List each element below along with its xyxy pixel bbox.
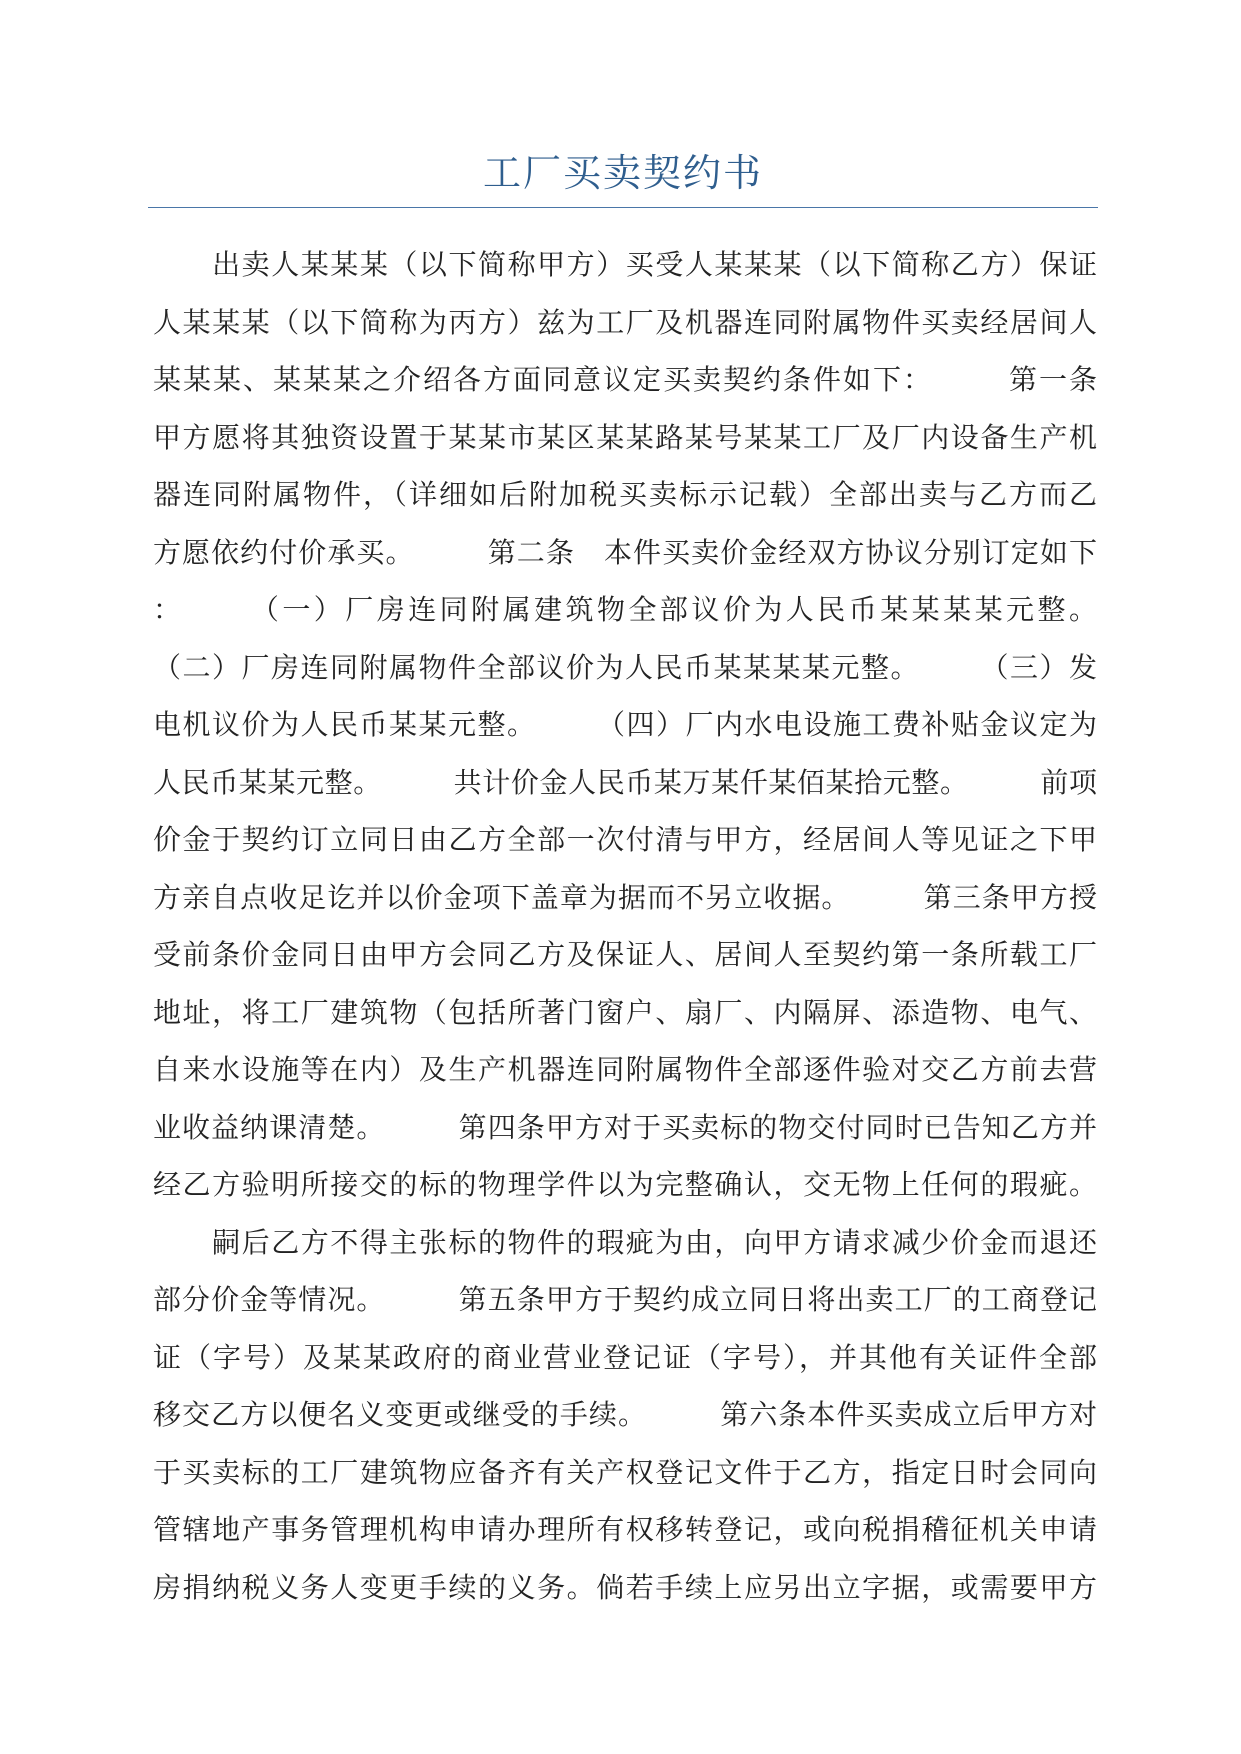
body-line: 甲方愿将其独资设置于某某市某区某某路某号某某工厂及厂内设备生产机: [153, 420, 1097, 454]
body-line: 价金于契约订立同日由乙方全部一次付清与甲方，经居间人等见证之下甲: [153, 823, 1097, 856]
body-line: ： （一）厂房连同附属建筑物全部议价为人民币某某某某元整。: [153, 593, 1097, 626]
body-line: 管辖地产事务管理机构申请办理所有权移转登记，或向税捐稽征机关申请: [153, 1513, 1097, 1546]
body-line: 器连同附属物件，（详细如后附加税买卖标示记载）全部出卖与乙方而乙: [153, 478, 1097, 511]
document-title: 工厂买卖契约书: [482, 151, 763, 195]
body-line: 某某某、某某某之介绍各方面同意议定买卖契约条件如下： 第一条: [153, 363, 1097, 396]
body-line: 经乙方验明所接交的标的物理学件以为完整确认，交无物上任何的瑕疵。: [153, 1168, 1097, 1201]
body-line: 人某某某（以下简称为丙方）兹为工厂及机器连同附属物件买卖经居间人: [153, 305, 1097, 339]
body-line: 嗣后乙方不得主张标的物件的瑕疵为由，向甲方请求减少价金而退还: [153, 1225, 1097, 1259]
body-line: 方愿依约付价承买。 第二条 本件买卖价金经双方协议分别订定如下: [153, 535, 1097, 569]
title-underline: [148, 207, 1098, 208]
body-line: 于买卖标的工厂建筑物应备齐有关产权登记文件于乙方，指定日时会同向: [153, 1455, 1097, 1489]
body-line: 受前条价金同日由甲方会同乙方及保证人、居间人至契约第一条所载工厂: [153, 938, 1097, 971]
body-line: 地址，将工厂建筑物（包括所著门窗户、扇厂、内隔屏、添造物、电气、: [153, 995, 1097, 1029]
body-line: 方亲自点收足讫并以价金项下盖章为据而不另立收据。 第三条甲方授: [153, 880, 1097, 914]
body-line: 电机议价为人民币某某元整。 （四）厂内水电设施工费补贴金议定为: [153, 708, 1097, 741]
body-line: （二）厂房连同附属物件全部议价为人民币某某某某元整。 （三）发: [153, 650, 1097, 684]
body-line: 业收益纳课清楚。 第四条甲方对于买卖标的物交付同时已告知乙方并: [153, 1110, 1097, 1144]
body-line: 人民币某某元整。 共计价金人民币某万某仟某佰某拾元整。 前项: [153, 765, 1097, 799]
body-line: 自来水设施等在内）及生产机器连同附属物件全部逐件验对交乙方前去营: [153, 1053, 1097, 1086]
body-line: 房捐纳税义务人变更手续的义务。倘若手续上应另出立字据，或需要甲方: [153, 1570, 1097, 1604]
body-line: 部分价金等情况。 第五条甲方于契约成立同日将出卖工厂的工商登记: [153, 1283, 1097, 1316]
contract-body: [153, 236, 1097, 1616]
body-line: 出卖人某某某（以下简称甲方）买受人某某某（以下简称乙方）保证: [153, 248, 1097, 281]
body-line: 证（字号）及某某政府的商业营业登记证（字号），并其他有关证件全部: [153, 1340, 1097, 1374]
body-line: 移交乙方以便名义变更或继受的手续。 第六条本件买卖成立后甲方对: [153, 1398, 1097, 1431]
